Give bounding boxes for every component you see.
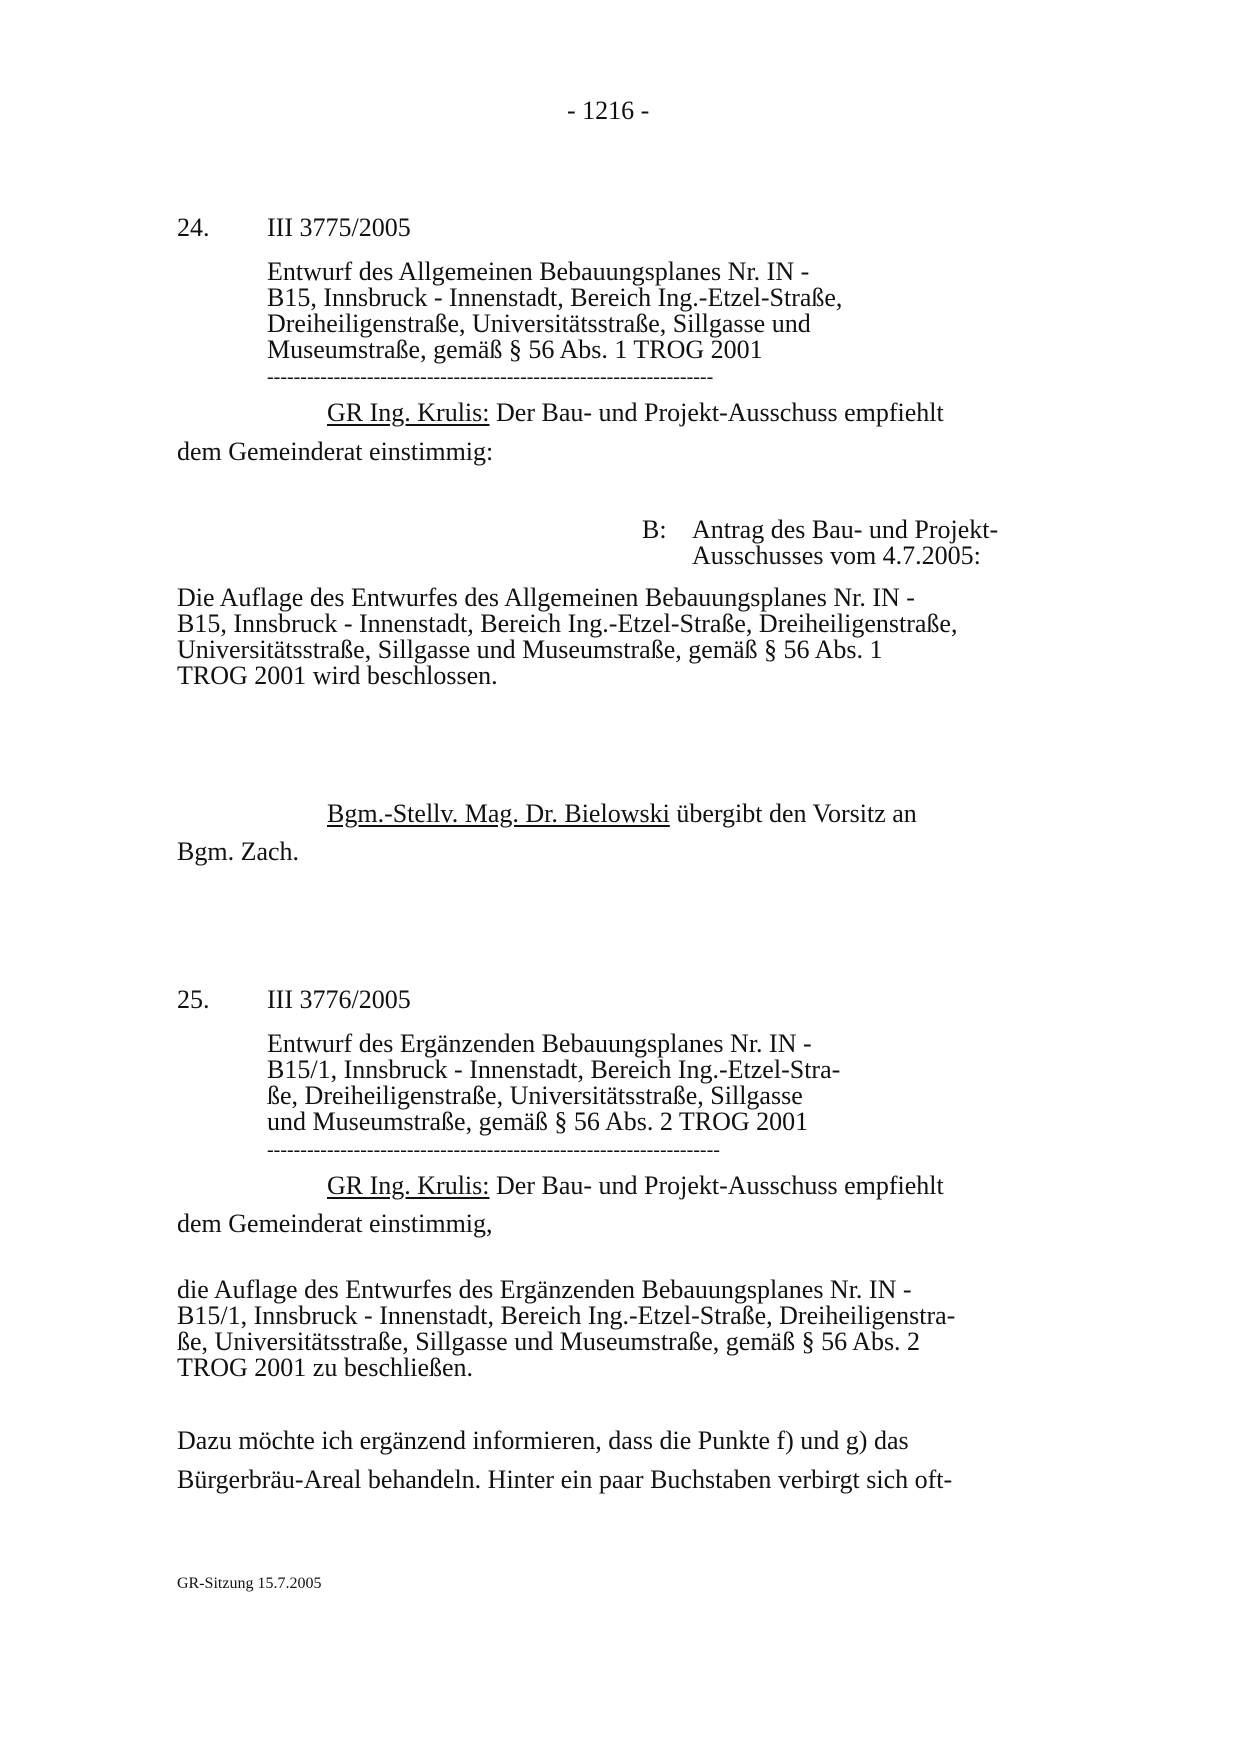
item-24-speaker: GR Ing. Krulis:	[327, 398, 490, 427]
item-24-ref: III 3775/2005	[267, 213, 411, 242]
item-24-number: 24.	[177, 213, 210, 242]
item-25-separator: --------------------------------------------------------------------	[267, 1139, 720, 1161]
handover-person: Bgm.-Stellv. Mag. Dr. Bielowski	[327, 799, 670, 828]
item-24-resolution-line: Universitätsstraße, Sillgasse und Museumstraße, gemäß § 56 Abs. 1	[177, 635, 883, 664]
item-24-resolution-line: TROG 2001 wird beschlossen.	[177, 661, 498, 690]
footer: GR-Sitzung 15.7.2005	[177, 1575, 322, 1592]
item-25-resolution-line: B15/1, Innsbruck - Innenstadt, Bereich Ing.-Etzel-Straße, Dreiheiligenstra-	[177, 1301, 956, 1330]
page-number: - 1216 -	[567, 96, 650, 125]
item-24-motion-line: Antrag des Bau- und Projekt-	[692, 515, 999, 544]
item-25-speech-line2: dem Gemeinderat einstimmig,	[177, 1209, 493, 1238]
item-25-resolution-line: die Auflage des Entwurfes des Ergänzenden Bebauungsplanes Nr. IN -	[177, 1275, 912, 1304]
item-24-resolution-line: Die Auflage des Entwurfes des Allgemeinen Bebauungsplanes Nr. IN -	[177, 583, 915, 612]
item-25-title-line: Entwurf des Ergänzenden Bebauungsplanes Nr. IN -	[267, 1029, 812, 1058]
item-24-speech-text: Der Bau- und Projekt-Ausschuss empfiehlt	[489, 398, 944, 427]
item-25-title-line: und Museumstraße, gemäß § 56 Abs. 2 TROG 2001	[267, 1107, 809, 1136]
item-25-resolution-line: TROG 2001 zu beschließen.	[177, 1353, 474, 1382]
handover-text: übergibt den Vorsitz an	[669, 799, 917, 828]
item-24-speech-line2: dem Gemeinderat einstimmig:	[177, 437, 494, 466]
item-25-speech-text: Der Bau- und Projekt-Ausschuss empfiehlt	[489, 1171, 944, 1200]
item-25-title-line: ße, Dreiheiligenstraße, Universitätsstraße, Sillgasse	[267, 1081, 803, 1110]
item-24-resolution-line: B15, Innsbruck - Innenstadt, Bereich Ing.-Etzel-Straße, Dreiheiligenstraße,	[177, 609, 958, 638]
item-25-speaker: GR Ing. Krulis:	[327, 1171, 490, 1200]
item-25-speech-line	[327, 1172, 944, 1199]
item-25-resolution-line: ße, Universitätsstraße, Sillgasse und Museumstraße, gemäß § 56 Abs. 2	[177, 1327, 921, 1356]
item-25-info-line: Dazu möchte ich ergänzend informieren, dass die Punkte f) und g) das	[177, 1426, 909, 1455]
item-24-speech-line	[327, 399, 944, 426]
item-25-ref: III 3776/2005	[267, 985, 411, 1014]
item-24-title-line: Dreiheiligenstraße, Universitätsstraße, Sillgasse und	[267, 309, 811, 338]
handover-line	[327, 800, 917, 827]
item-24-motion-line: Ausschusses vom 4.7.2005:	[692, 541, 981, 570]
item-24-title-line: Museumstraße, gemäß § 56 Abs. 1 TROG 2001	[267, 335, 763, 364]
item-24-motion-label: B:	[642, 515, 667, 544]
item-25-info-line: Bürgerbräu-Areal behandeln. Hinter ein paar Buchstaben verbirgt sich oft-	[177, 1465, 953, 1494]
item-24-separator: -------------------------------------------------------------------	[267, 366, 714, 388]
item-25-number: 25.	[177, 985, 210, 1014]
item-25-title-line: B15/1, Innsbruck - Innenstadt, Bereich Ing.-Etzel-Stra-	[267, 1055, 841, 1084]
handover-line2: Bgm. Zach.	[177, 837, 300, 866]
item-24-title-line: Entwurf des Allgemeinen Bebauungsplanes Nr. IN -	[267, 257, 810, 286]
item-24-title-line: B15, Innsbruck - Innenstadt, Bereich Ing.-Etzel-Straße,	[267, 283, 843, 312]
